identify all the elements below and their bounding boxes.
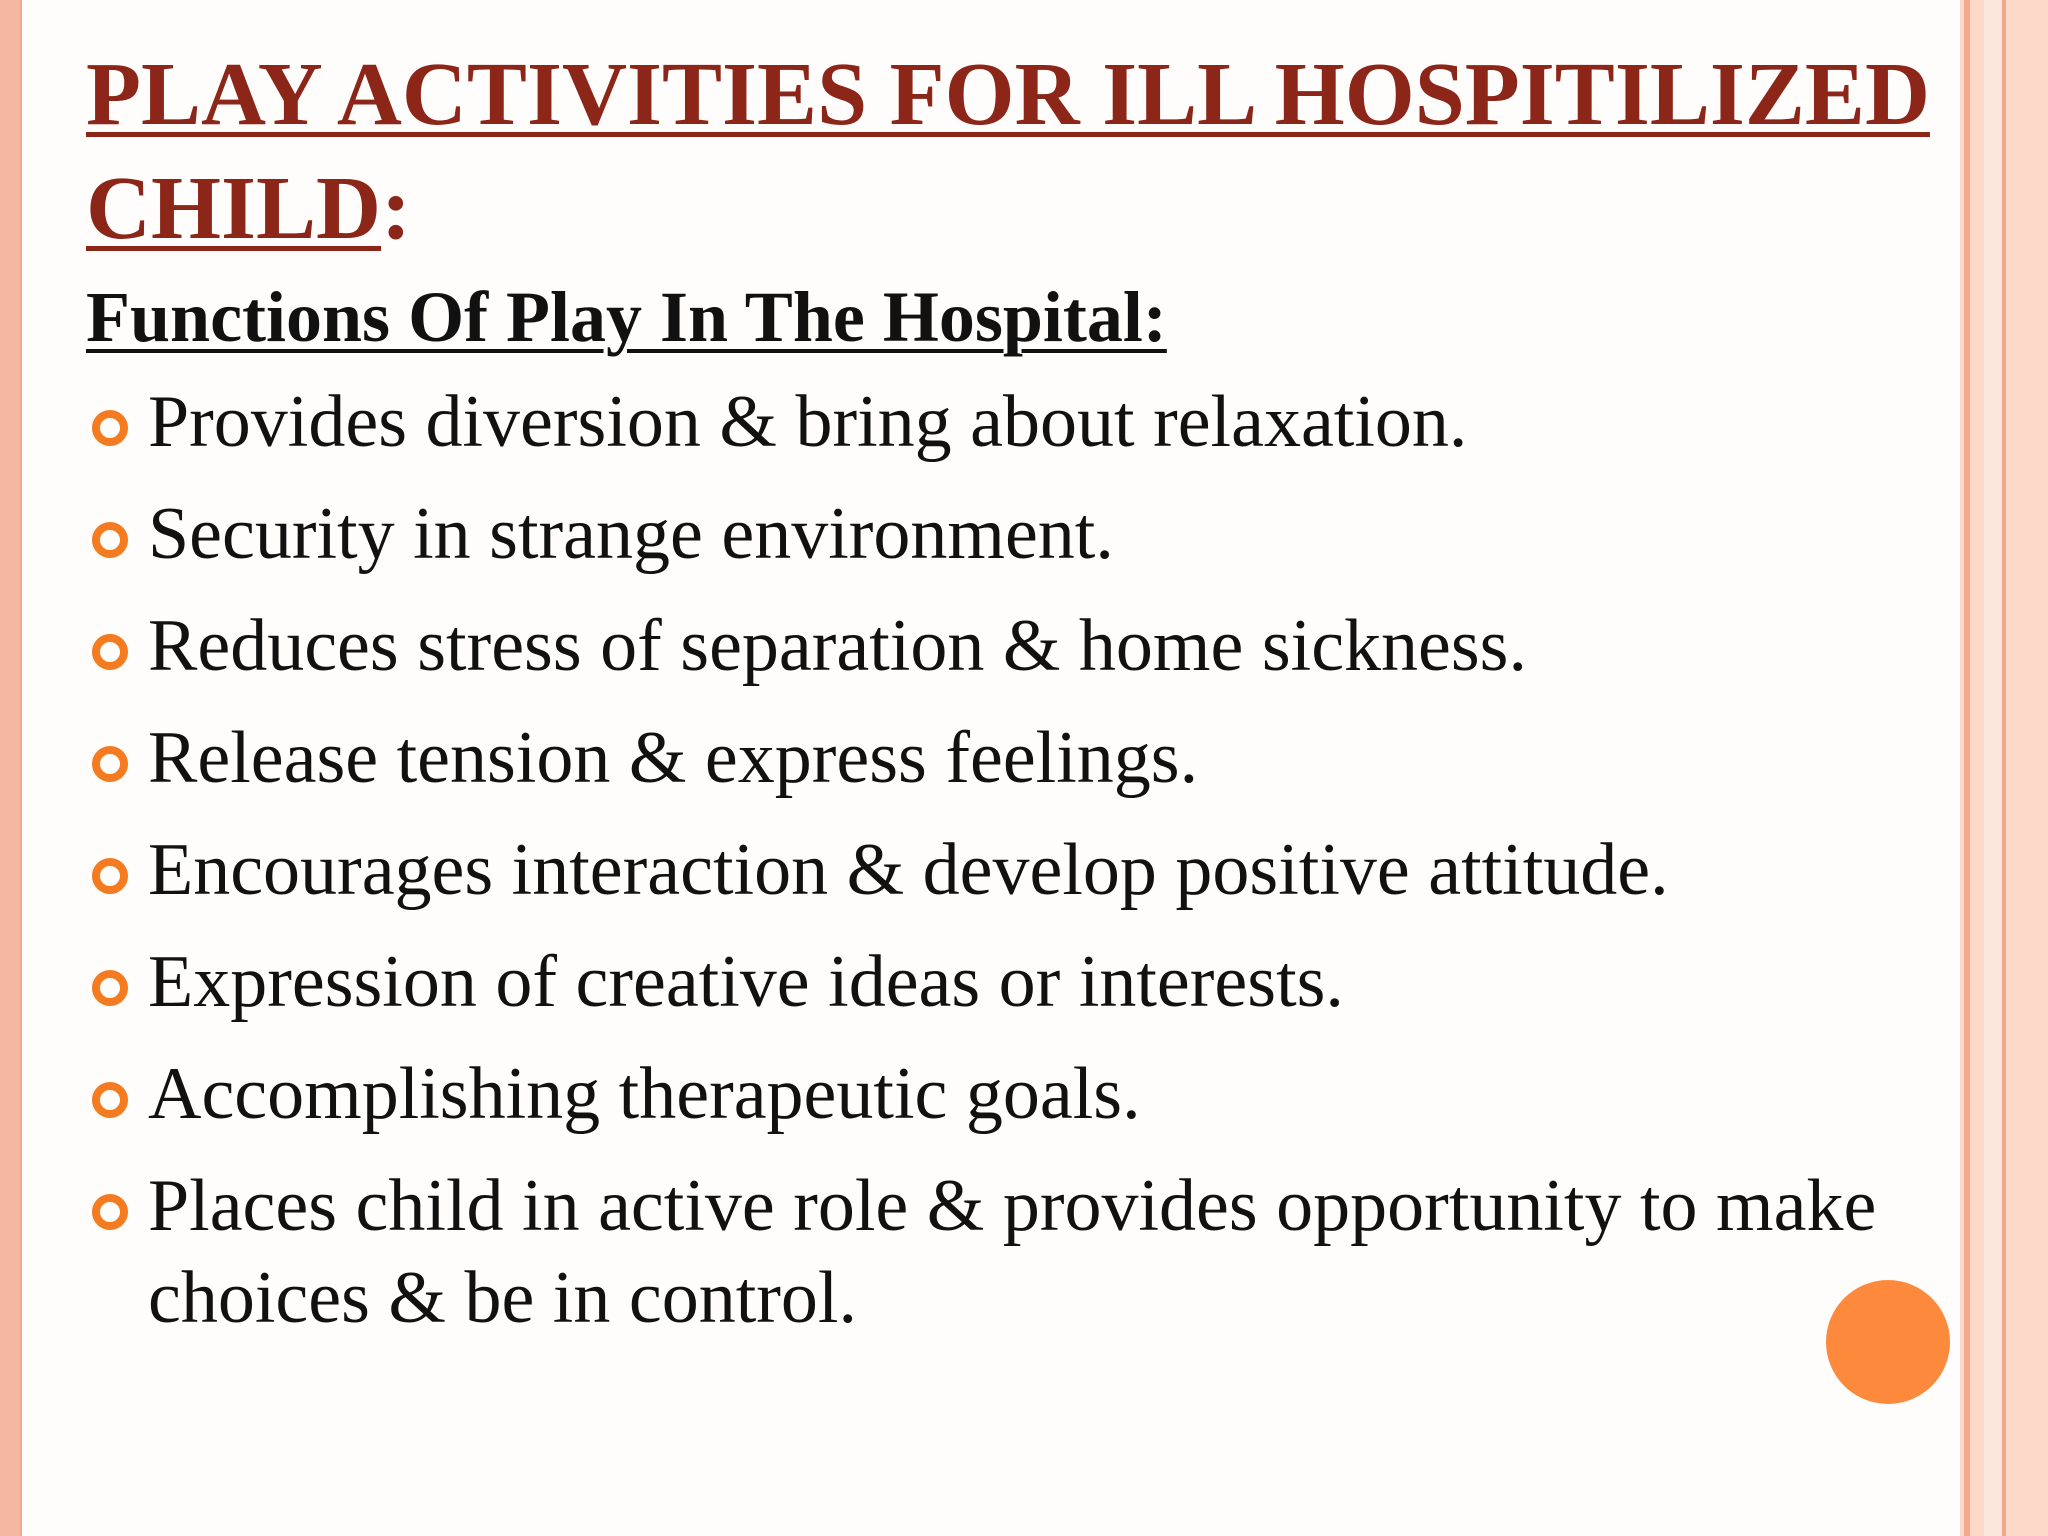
list-item [86,600,2026,692]
circle-bullet-icon [92,1082,128,1118]
left-border-line [20,0,22,1536]
circle-bullet-icon [92,410,128,446]
section-heading: Functions Of Play In The Hospital: [86,277,1167,357]
list-item-text: Reduces stress of separation & home sickness. [148,605,1527,687]
slide-title-text: PLAY ACTIVITIES FOR ILL HOSPITILIZED CHILD [86,45,1930,258]
circle-bullet-icon [92,1194,128,1230]
list-item [86,1160,2026,1344]
list-item-text: Provides diversion & bring about relaxation. [148,381,1468,463]
circle-bullet-icon [92,746,128,782]
list-item [86,936,2026,1028]
list-item-text: Encourages interaction & develop positive attitude. [148,829,1669,911]
slide-title [86,38,1986,266]
list-item [86,824,2026,916]
circle-bullet-icon [92,634,128,670]
circle-bullet-icon [92,522,128,558]
list-item [86,712,2026,804]
bullet-list [86,376,2026,1364]
list-item-text: Expression of creative ideas or interests. [148,941,1344,1023]
list-item [86,488,2026,580]
list-item-text: Accomplishing therapeutic goals. [148,1053,1141,1135]
circle-bullet-icon [92,970,128,1006]
slide-title-colon: : [381,159,412,258]
list-item-text: Release tension & express feelings. [148,717,1199,799]
list-item-text: Security in strange environment. [148,493,1114,575]
left-border-stripe [0,0,20,1536]
decorative-orange-circle [1826,1280,1950,1404]
circle-bullet-icon [92,858,128,894]
list-item-text: Places child in active role & provides opportunity to make choices & be in control. [148,1165,1877,1339]
list-item [86,1048,2026,1140]
list-item [86,376,2026,468]
